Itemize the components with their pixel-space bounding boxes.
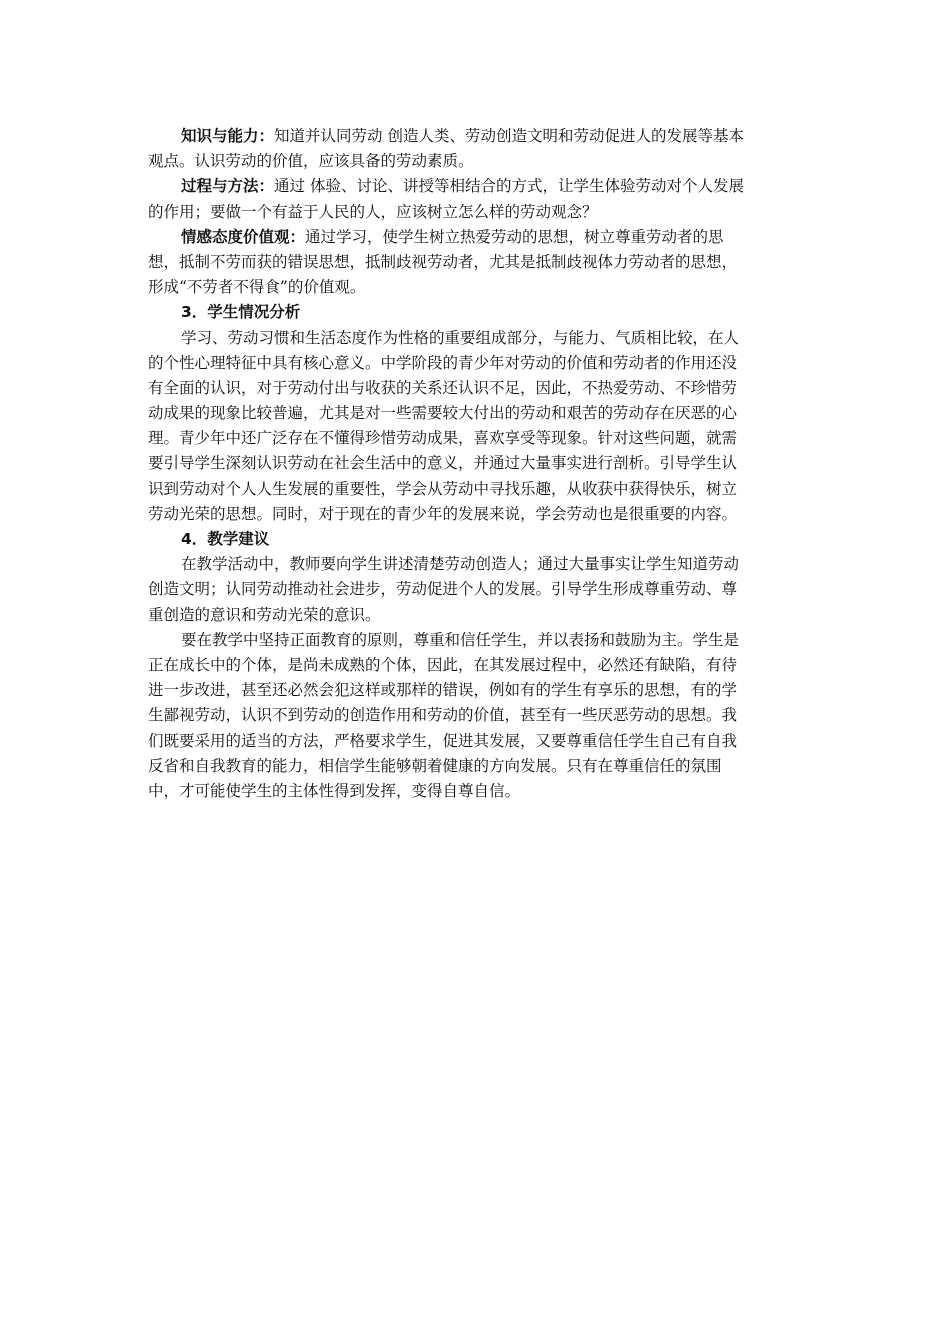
objective-process-line-1 (148, 174, 808, 199)
objective-emotion-line-2: 想，抵制不劳而获的错误思想，抵制歧视劳动者，尤其是抵制歧视体力劳动者的思想， (148, 252, 738, 271)
section-4-para-2-line: 反省和自我教育的能力，相信学生能够朝着健康的方向发展。只有在尊重信任的氛围 (148, 756, 722, 775)
objective-emotion-label: 情感态度价值观： (181, 227, 306, 246)
section-3-line: 的个性心理特征中具有核心意义。中学阶段的青少年对劳动的价值和劳动者的作用还没 (148, 353, 738, 372)
section-3-heading: 3．学生情况分析 (181, 303, 301, 322)
section-3-line: 学习、劳动习惯和生活态度作为性格的重要组成部分，与能力、气质相比较，在人 (181, 328, 740, 347)
objective-emotion-line-1 (148, 225, 808, 250)
objective-knowledge-line-2: 观点。认识劳动的价值，应该具备的劳动素质。 (148, 152, 474, 171)
section-3-line: 动成果的现象比较普遍，尤其是对一些需要较大付出的劳动和艰苦的劳动存在厌恶的心 (148, 404, 738, 423)
section-4-para-2-line: 正在成长中的个体，是尚未成熟的个体，因此，在其发展过程中，必然还有缺陷，有待 (148, 655, 738, 674)
objective-process-text: 通过 体验、讨论、讲授等相结合的方式，让学生体验劳动对个人发展 (274, 177, 744, 196)
objective-process-line-2: 的作用；要做一个有益于人民的人，应该树立怎么样的劳动观念？ (148, 202, 598, 221)
section-4-para-2-line: 要在教学中坚持正面教育的原则，尊重和信任学生，并以表扬和鼓励为主。学生是 (181, 630, 740, 649)
section-4-para-2-line: 生鄙视劳动，认识不到劳动的创造作用和劳动的价值，甚至有一些厌恶劳动的思想。我 (148, 706, 738, 725)
section-3-line: 理。青少年中还广泛存在不懂得珍惜劳动成果，喜欢享受等现象。针对这些问题，就需 (148, 429, 738, 448)
document-page (148, 124, 808, 804)
objective-knowledge-text: 知道并认同劳动 创造人类、劳动创造文明和劳动促进人的发展等基本 (274, 127, 744, 145)
section-3-line: 要引导学生深刻认识劳动在社会生活中的意义，并通过大量事实进行剖析。引导学生认 (148, 454, 738, 473)
section-4-para-1-line: 在教学活动中，教师要向学生讲述清楚劳动创造人；通过大量事实让学生知道劳动 (181, 555, 740, 574)
objective-emotion-line-3: 形成“不劳者不得食”的价值观。 (148, 278, 366, 297)
section-3-line: 劳动光荣的思想。同时，对于现在的青少年的发展来说，学会劳动也是很重要的内容。 (148, 504, 738, 523)
objective-emotion-text: 通过学习，使学生树立热爱劳动的思想，树立尊重劳动者的思 (305, 227, 724, 246)
section-4-para-2-line: 进一步改进，甚至还必然会犯这样或那样的错误，例如有的学生有享乐的思想，有的学 (148, 681, 738, 700)
objective-knowledge-label: 知识与能力： (181, 127, 275, 145)
section-4-para-2-line: 们既要采用的适当的方法，严格要求学生，促进其发展，又要尊重信任学生自己有自我 (148, 731, 738, 750)
objective-process-label: 过程与方法： (181, 177, 275, 196)
section-4-heading: 4．教学建议 (181, 530, 270, 548)
objective-knowledge-line-1 (148, 124, 808, 149)
section-3-line: 识到劳动对个人人生发展的重要性，学会从劳动中寻找乐趣，从收获中获得快乐，树立 (148, 479, 738, 498)
section-4-para-1-line: 创造文明；认同劳动推动社会进步，劳动促进个人的发展。引导学生形成尊重劳动、尊 (148, 580, 738, 599)
section-4-para-2-line: 中，才可能使学生的主体性得到发挥，变得自尊自信。 (148, 781, 521, 800)
section-3-line: 有全面的认识，对于劳动付出与收获的关系还认识不足，因此，不热爱劳动、不珍惜劳 (148, 378, 738, 397)
section-4-para-1-line: 重创造的意识和劳动光荣的意识。 (148, 605, 381, 624)
